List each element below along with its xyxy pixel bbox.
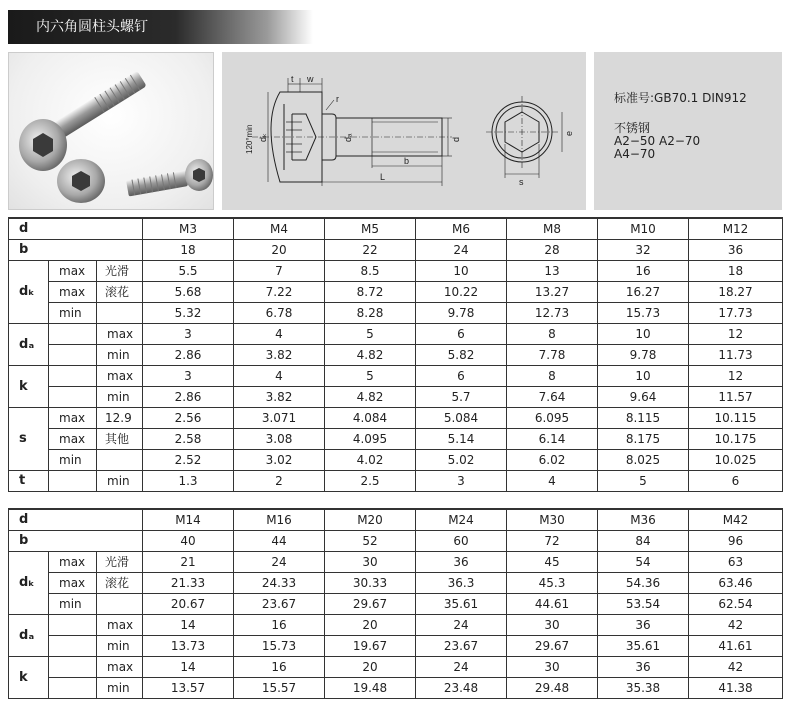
value-cell: 3.02 — [234, 449, 325, 470]
value-cell: 4.02 — [325, 449, 416, 470]
table-row — [9, 614, 783, 635]
value-cell: 2.58 — [143, 428, 234, 449]
value-cell: 13.73 — [143, 635, 234, 656]
row-label-da: dₐ — [9, 323, 49, 365]
value-cell: M30 — [507, 509, 598, 530]
sub-label-2 — [97, 449, 143, 470]
row-label-d: d — [9, 509, 143, 530]
value-cell: 8.115 — [598, 407, 689, 428]
value-cell: 24 — [416, 614, 507, 635]
value-cell: 9.78 — [598, 344, 689, 365]
empty-cell — [49, 386, 97, 407]
value-cell: 1.3 — [143, 470, 234, 491]
label-da: dₐ — [343, 133, 353, 142]
value-cell: 8 — [507, 365, 598, 386]
value-cell: 21.33 — [143, 572, 234, 593]
sub-label: min — [49, 302, 97, 323]
value-cell: 6 — [416, 323, 507, 344]
value-cell: 19.48 — [325, 677, 416, 698]
grade-line-2: A4−70 — [614, 147, 656, 161]
value-cell: 4.095 — [325, 428, 416, 449]
empty-cell — [49, 365, 97, 386]
sub-label: max — [97, 323, 143, 344]
value-cell: 5.7 — [416, 386, 507, 407]
value-cell: 45.3 — [507, 572, 598, 593]
label-b: b — [404, 156, 410, 166]
value-cell: 41.61 — [689, 635, 783, 656]
sub-label-2: 滚花 — [97, 281, 143, 302]
value-cell: 10.025 — [689, 449, 783, 470]
value-cell: 52 — [325, 530, 416, 551]
value-cell: 2.5 — [325, 470, 416, 491]
value-cell: 3 — [143, 365, 234, 386]
product-photo — [8, 52, 214, 210]
value-cell: 2.86 — [143, 386, 234, 407]
table-row — [9, 656, 783, 677]
sub-label-2: 滚花 — [97, 572, 143, 593]
value-cell: 41.38 — [689, 677, 783, 698]
value-cell: 63 — [689, 551, 783, 572]
value-cell: 23.48 — [416, 677, 507, 698]
value-cell: 3.08 — [234, 428, 325, 449]
row-label-s: s — [9, 407, 49, 470]
value-cell: M24 — [416, 509, 507, 530]
value-cell: 29.67 — [325, 593, 416, 614]
value-cell: 15.73 — [598, 302, 689, 323]
row-label-t: t — [9, 470, 49, 491]
value-cell: 24.33 — [234, 572, 325, 593]
value-cell: 5 — [325, 365, 416, 386]
value-cell: 7.64 — [507, 386, 598, 407]
value-cell: 29.67 — [507, 635, 598, 656]
label-e: e — [564, 130, 574, 136]
row-label-da: dₐ — [9, 614, 49, 656]
value-cell: 4 — [507, 470, 598, 491]
value-cell: 30 — [507, 614, 598, 635]
value-cell: 3.071 — [234, 407, 325, 428]
value-cell: 30 — [507, 656, 598, 677]
table-row — [9, 551, 783, 572]
table-row — [9, 239, 783, 260]
value-cell: 5.5 — [143, 260, 234, 281]
value-cell: 2.52 — [143, 449, 234, 470]
table-row — [9, 407, 783, 428]
table-row — [9, 572, 783, 593]
value-cell: 6.14 — [507, 428, 598, 449]
value-cell: 16 — [234, 614, 325, 635]
table-row — [9, 593, 783, 614]
value-cell: 7.78 — [507, 344, 598, 365]
sub-label-2 — [97, 302, 143, 323]
empty-cell — [49, 677, 97, 698]
value-cell: 40 — [143, 530, 234, 551]
value-cell: 10.175 — [689, 428, 783, 449]
dimension-table-2 — [8, 508, 783, 699]
value-cell: M10 — [598, 218, 689, 239]
sub-label: min — [49, 449, 97, 470]
value-cell: 53.54 — [598, 593, 689, 614]
table-row — [9, 635, 783, 656]
value-cell: 12 — [689, 365, 783, 386]
value-cell: 5.14 — [416, 428, 507, 449]
value-cell: 54.36 — [598, 572, 689, 593]
label-w: w — [307, 74, 314, 84]
value-cell: 18.27 — [689, 281, 783, 302]
table-row — [9, 281, 783, 302]
value-cell: 20 — [325, 614, 416, 635]
sub-label: min — [97, 635, 143, 656]
table-row — [9, 470, 783, 491]
sub-label: max — [97, 656, 143, 677]
value-cell: 36 — [598, 656, 689, 677]
value-cell: 23.67 — [234, 593, 325, 614]
value-cell: M6 — [416, 218, 507, 239]
value-cell: 44.61 — [507, 593, 598, 614]
technical-drawing — [222, 52, 586, 210]
value-cell: 5.084 — [416, 407, 507, 428]
row-label-k: k — [9, 365, 49, 407]
value-cell: M20 — [325, 509, 416, 530]
value-cell: M8 — [507, 218, 598, 239]
spec-panel — [594, 52, 782, 210]
table-row — [9, 530, 783, 551]
value-cell: 4.084 — [325, 407, 416, 428]
sub-label-2: 光滑 — [97, 551, 143, 572]
value-cell: 36 — [598, 614, 689, 635]
value-cell: 8.175 — [598, 428, 689, 449]
value-cell: 20 — [325, 656, 416, 677]
value-cell: 4 — [234, 365, 325, 386]
value-cell: 13.27 — [507, 281, 598, 302]
table-row — [9, 677, 783, 698]
table-row — [9, 344, 783, 365]
value-cell: 8.28 — [325, 302, 416, 323]
value-cell: 42 — [689, 614, 783, 635]
row-label-k: k — [9, 656, 49, 698]
value-cell: 14 — [143, 614, 234, 635]
value-cell: 18 — [143, 239, 234, 260]
value-cell: 3.82 — [234, 344, 325, 365]
value-cell: 13.57 — [143, 677, 234, 698]
value-cell: 10 — [598, 323, 689, 344]
empty-cell — [49, 614, 97, 635]
value-cell: 2 — [234, 470, 325, 491]
row-label-dk: dₖ — [9, 551, 49, 614]
label-t: t — [291, 74, 294, 84]
sub-label: max — [97, 365, 143, 386]
value-cell: 16.27 — [598, 281, 689, 302]
sub-label: max — [49, 572, 97, 593]
value-cell: 5.82 — [416, 344, 507, 365]
grade-line-1: A2−50 A2−70 — [614, 134, 701, 148]
value-cell: 36.3 — [416, 572, 507, 593]
value-cell: 29.48 — [507, 677, 598, 698]
label-d: d — [451, 136, 461, 142]
sub-label-2 — [97, 593, 143, 614]
table-row — [9, 386, 783, 407]
row-label-b: b — [9, 239, 143, 260]
value-cell: 36 — [689, 239, 783, 260]
empty-cell — [49, 635, 97, 656]
value-cell: 84 — [598, 530, 689, 551]
label-r: r — [336, 94, 339, 104]
value-cell: 63.46 — [689, 572, 783, 593]
value-cell: M36 — [598, 509, 689, 530]
sub-label: max — [97, 614, 143, 635]
sub-label: max — [49, 407, 97, 428]
value-cell: 8.5 — [325, 260, 416, 281]
empty-cell — [49, 344, 97, 365]
value-cell: 10 — [598, 365, 689, 386]
table-row — [9, 365, 783, 386]
standard-number: 标准号:GB70.1 DIN912 — [614, 91, 747, 105]
value-cell: 45 — [507, 551, 598, 572]
sub-label: min — [97, 386, 143, 407]
value-cell: 6.095 — [507, 407, 598, 428]
value-cell: 2.86 — [143, 344, 234, 365]
value-cell: 3.82 — [234, 386, 325, 407]
value-cell: 23.67 — [416, 635, 507, 656]
table-row — [9, 323, 783, 344]
value-cell: 5.68 — [143, 281, 234, 302]
sub-label: max — [49, 281, 97, 302]
value-cell: 12.73 — [507, 302, 598, 323]
value-cell: 4 — [234, 323, 325, 344]
value-cell: 60 — [416, 530, 507, 551]
value-cell: 16 — [234, 656, 325, 677]
sub-label: max — [49, 428, 97, 449]
value-cell: 24 — [416, 239, 507, 260]
table-row — [9, 260, 783, 281]
value-cell: 35.38 — [598, 677, 689, 698]
value-cell: 8.025 — [598, 449, 689, 470]
value-cell: 35.61 — [598, 635, 689, 656]
sub-label: min — [49, 593, 97, 614]
value-cell: 96 — [689, 530, 783, 551]
sub-label: min — [97, 344, 143, 365]
value-cell: 62.54 — [689, 593, 783, 614]
value-cell: 12 — [689, 323, 783, 344]
value-cell: 10.22 — [416, 281, 507, 302]
page-title: 内六角圆柱头螺钉 — [8, 10, 313, 44]
value-cell: 30.33 — [325, 572, 416, 593]
empty-cell — [49, 470, 97, 491]
value-cell: M42 — [689, 509, 783, 530]
dimension-table-1 — [8, 217, 783, 492]
value-cell: 22 — [325, 239, 416, 260]
value-cell: 14 — [143, 656, 234, 677]
row-label-b: b — [9, 530, 143, 551]
value-cell: 5.32 — [143, 302, 234, 323]
value-cell: M3 — [143, 218, 234, 239]
value-cell: 20 — [234, 239, 325, 260]
value-cell: 13 — [507, 260, 598, 281]
screw-photo-illustration — [9, 53, 215, 211]
value-cell: 16 — [598, 260, 689, 281]
sub-label: min — [97, 677, 143, 698]
value-cell: 6 — [416, 365, 507, 386]
value-cell: 5 — [325, 323, 416, 344]
value-cell: 8 — [507, 323, 598, 344]
value-cell: 24 — [234, 551, 325, 572]
value-cell: 5.02 — [416, 449, 507, 470]
value-cell: 4.82 — [325, 344, 416, 365]
label-s: s — [519, 177, 524, 187]
value-cell: 42 — [689, 656, 783, 677]
sub-label-2: 12.9 — [97, 407, 143, 428]
table-row — [9, 428, 783, 449]
row-label-d: d — [9, 218, 143, 239]
label-angle: 120°min — [245, 124, 254, 154]
value-cell: 18 — [689, 260, 783, 281]
value-cell: 28 — [507, 239, 598, 260]
value-cell: M12 — [689, 218, 783, 239]
value-cell: 7 — [234, 260, 325, 281]
value-cell: 6.78 — [234, 302, 325, 323]
value-cell: 4.82 — [325, 386, 416, 407]
sub-label: min — [97, 470, 143, 491]
value-cell: 15.73 — [234, 635, 325, 656]
value-cell: M14 — [143, 509, 234, 530]
value-cell: 7.22 — [234, 281, 325, 302]
value-cell: 21 — [143, 551, 234, 572]
value-cell: 3 — [416, 470, 507, 491]
value-cell: 32 — [598, 239, 689, 260]
table-row — [9, 449, 783, 470]
empty-cell — [49, 656, 97, 677]
value-cell: 9.78 — [416, 302, 507, 323]
empty-cell — [49, 323, 97, 344]
sub-label-2: 光滑 — [97, 260, 143, 281]
value-cell: 17.73 — [689, 302, 783, 323]
sub-label: max — [49, 551, 97, 572]
value-cell: 44 — [234, 530, 325, 551]
value-cell: 20.67 — [143, 593, 234, 614]
value-cell: M5 — [325, 218, 416, 239]
table-row — [9, 302, 783, 323]
value-cell: 36 — [416, 551, 507, 572]
value-cell: M4 — [234, 218, 325, 239]
sub-label: max — [49, 260, 97, 281]
table-row — [9, 218, 783, 239]
label-dk: dₖ — [258, 133, 268, 142]
value-cell: M16 — [234, 509, 325, 530]
value-cell: 2.56 — [143, 407, 234, 428]
value-cell: 35.61 — [416, 593, 507, 614]
row-label-dk: dₖ — [9, 260, 49, 323]
value-cell: 10.115 — [689, 407, 783, 428]
value-cell: 11.73 — [689, 344, 783, 365]
value-cell: 15.57 — [234, 677, 325, 698]
value-cell: 72 — [507, 530, 598, 551]
value-cell: 54 — [598, 551, 689, 572]
value-cell: 6 — [689, 470, 783, 491]
material: 不锈钢 — [614, 121, 651, 135]
table-row — [9, 509, 783, 530]
value-cell: 10 — [416, 260, 507, 281]
value-cell: 11.57 — [689, 386, 783, 407]
value-cell: 30 — [325, 551, 416, 572]
value-cell: 19.67 — [325, 635, 416, 656]
value-cell: 5 — [598, 470, 689, 491]
value-cell: 8.72 — [325, 281, 416, 302]
value-cell: 3 — [143, 323, 234, 344]
sub-label-2: 其他 — [97, 428, 143, 449]
value-cell: 9.64 — [598, 386, 689, 407]
label-L: L — [380, 172, 386, 182]
value-cell: 6.02 — [507, 449, 598, 470]
value-cell: 24 — [416, 656, 507, 677]
